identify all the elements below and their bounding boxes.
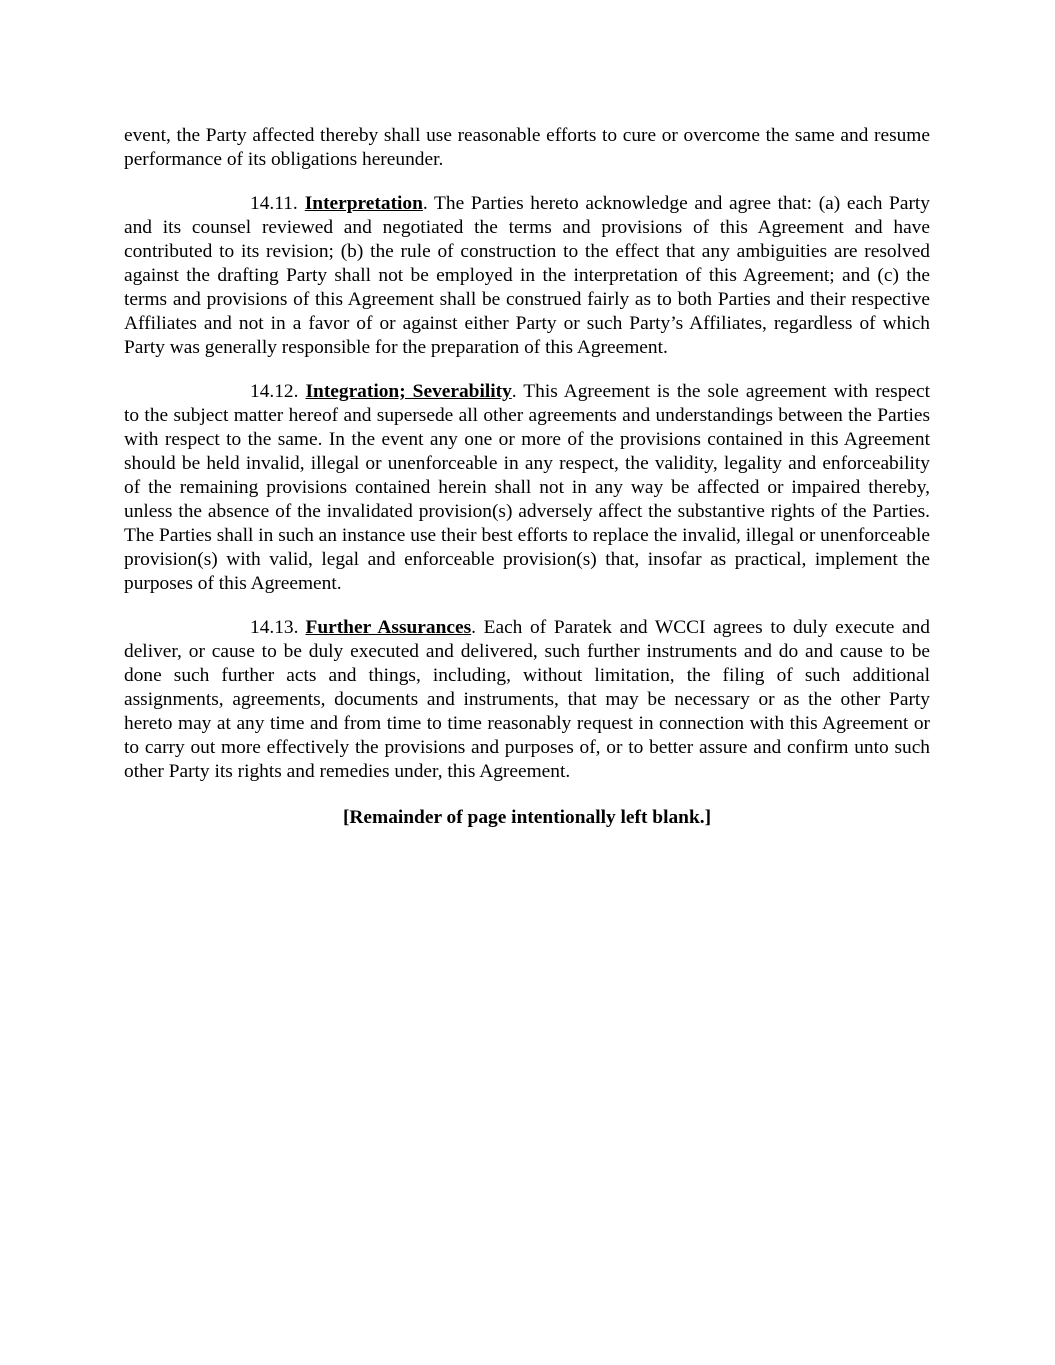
section-body: The Parties hereto acknowledge and agree that: (a) each Party and its counsel reviewed and negotiated the terms and provisions of this Agreement and have contributed to its revision; (b) the rule of construction to the effect that any ambiguities are resolved against the drafting Party shall not be employed in the interpretation of this Agreement; and (c) the terms and provisions of this Agreement shall be construed fairly as to both Parties and their respective Affiliates and not in a favor of or against either Party or such Party’s Affiliates, regardless of which Party was generally responsible for the preparation of this Agreement.	[124, 193, 930, 358]
section-14-13	[124, 616, 930, 784]
document-page	[124, 124, 930, 850]
heading-period: .	[511, 381, 517, 402]
section-number: 14.12.	[250, 381, 299, 402]
section-body: This Agreement is the sole agreement with respect to the subject matter hereof and supersede all other agreements and understandings between the Parties with respect to the same. In the event any one or more of the provisions contained in this Agreement should be held invalid, illegal or unenforceable in any respect, the validity, legality and enforceability of the remaining provisions contained herein shall not in any way be affected or impaired thereby, unless the absence of the invalidated provision(s) adversely affect the substantive rights of the Parties. The Parties shall in such an instance use their best efforts to replace the invalid, illegal or unenforceable provision(s) with valid, legal and enforceable provision(s) that, insofar as practical, implement the purposes of this Agreement.	[124, 381, 930, 594]
heading-period: .	[422, 193, 428, 214]
section-heading: Interpretation	[304, 193, 423, 214]
section-14-11	[124, 192, 930, 360]
heading-period: .	[471, 617, 476, 638]
section-number: 14.11.	[250, 193, 298, 214]
section-heading: Integration; Severability	[305, 381, 512, 402]
section-number: 14.13.	[250, 617, 299, 638]
continuation-paragraph: event, the Party affected thereby shall use reasonable efforts to cure or overcome the same and resume performance of its obligations hereunder.	[124, 125, 930, 170]
section-heading: Further Assurances	[305, 617, 472, 638]
section-body: Each of Paratek and WCCI agrees to duly execute and deliver, or cause to be duly executed and delivered, such further instruments and do and cause to be done such further acts and things, including, without limitation, the filing of such additional assignments, agreements, documents and instruments, that may be necessary or as the other Party hereto may at any time and from time to time reasonably request in connection with this Agreement or to carry out more effectively the provisions and purposes of, or to better assure and confirm unto such other Party its rights and remedies under, this Agreement.	[124, 617, 930, 782]
remainder-blank-note: [Remainder of page intentionally left blank.]	[342, 807, 712, 828]
section-14-12	[124, 380, 930, 596]
